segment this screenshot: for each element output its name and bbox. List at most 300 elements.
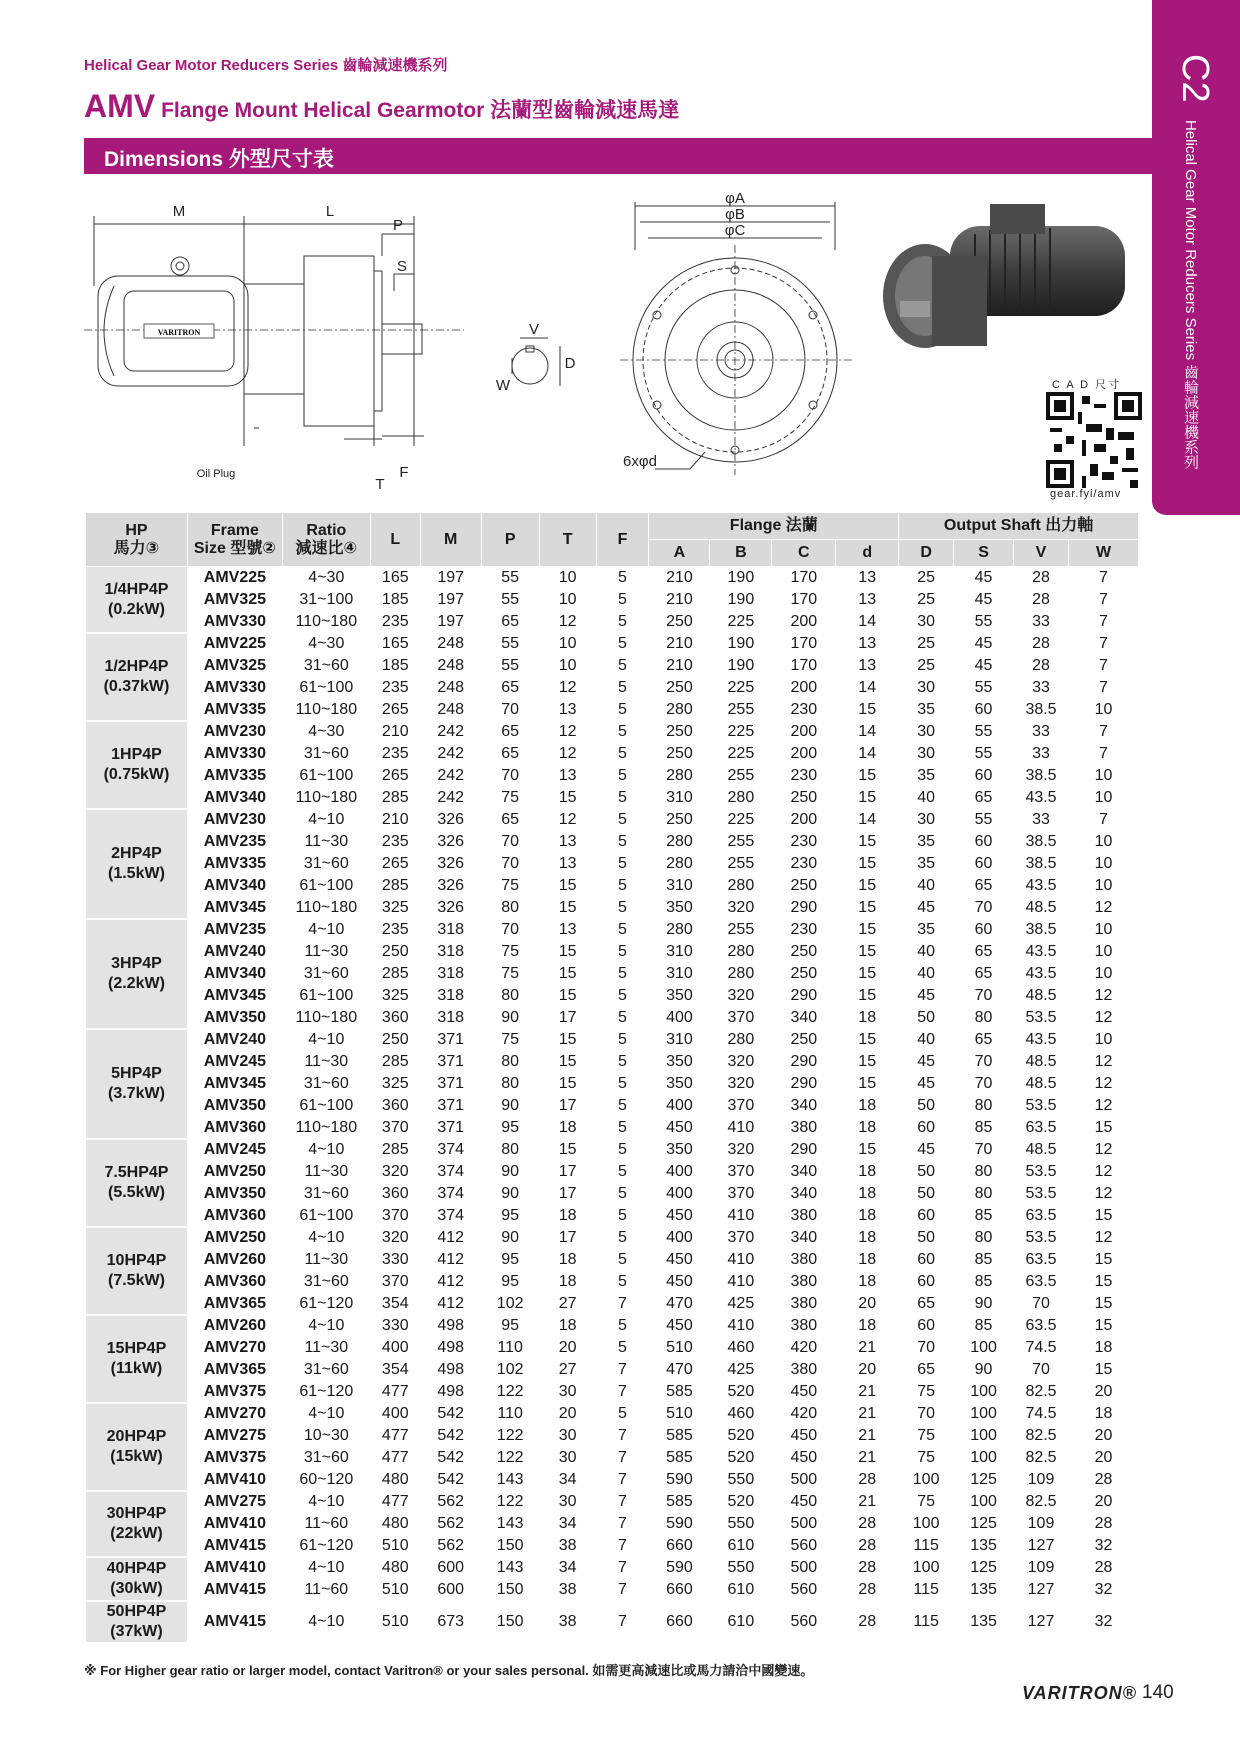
product-photo (880, 196, 1130, 366)
table-cell: 12 (1094, 1141, 1113, 1158)
table-cell: 31~60 (303, 1361, 349, 1378)
table-cell: 5 (618, 1053, 627, 1070)
frame-cell: AMV230 (203, 811, 267, 828)
col-d: d (836, 540, 899, 567)
table-cell: 15 (858, 855, 877, 872)
table-cell: 55 (974, 745, 993, 762)
oil-plug-label: Oil Plug (196, 468, 236, 480)
table-cell: 310 (666, 789, 693, 806)
table-cell: 197 (437, 591, 465, 608)
frame-cell: AMV340 (203, 877, 267, 894)
col-group-shaft: Output Shaft 出力軸 (899, 513, 1139, 540)
table-cell: 30 (917, 613, 936, 630)
table-cell: 470 (666, 1295, 693, 1312)
frame-cell: AMV225 (203, 635, 267, 652)
table-cell: 225 (727, 745, 755, 762)
table-cell: 210 (666, 569, 693, 586)
table-cell: 13 (558, 855, 577, 872)
table-cell: 135 (970, 1613, 997, 1630)
table-cell: 17 (558, 1097, 577, 1114)
table-cell: 30 (917, 811, 936, 828)
table-cell: 318 (437, 965, 465, 982)
table-cell: 70 (974, 1053, 993, 1070)
table-cell: 374 (437, 1207, 465, 1224)
table-cell: 520 (727, 1427, 755, 1444)
table-cell: 85 (974, 1273, 993, 1290)
hp-cell: 3HP4P (2.2kW) (86, 919, 188, 1029)
section-bar: Dimensions 外型尺寸表 (84, 138, 1152, 174)
table-cell: 340 (790, 1185, 818, 1202)
table-cell: 48.5 (1025, 1053, 1057, 1070)
table-cell: 60 (974, 701, 993, 718)
table-cell: 340 (790, 1097, 818, 1114)
table-cell: 4~10 (308, 1317, 345, 1334)
table-cell: 95 (501, 1119, 520, 1136)
table-cell: 210 (666, 657, 693, 674)
table-row (86, 677, 1139, 699)
table-cell: 380 (790, 1295, 818, 1312)
table-cell: 48.5 (1025, 1141, 1057, 1158)
table-cell: 280 (727, 965, 755, 982)
table-cell: 80 (501, 1075, 520, 1092)
table-cell: 4~10 (308, 921, 345, 938)
table-cell: 15 (558, 1031, 577, 1048)
table-cell: 45 (974, 569, 993, 586)
hp-cell: 50HP4P (37kW) (86, 1601, 188, 1643)
table-cell: 190 (727, 591, 755, 608)
table-row (86, 1491, 1139, 1513)
table-cell: 370 (381, 1119, 409, 1136)
frame-cell: AMV275 (203, 1493, 267, 1510)
table-cell: 109 (1027, 1515, 1055, 1532)
table-cell: 75 (917, 1427, 936, 1444)
table-cell: 10 (1094, 701, 1113, 718)
table-cell: 11~30 (304, 1339, 349, 1356)
table-cell: 30 (917, 679, 936, 696)
table-cell: 350 (666, 899, 693, 916)
table-cell: 17 (558, 1009, 577, 1026)
table-cell: 5 (618, 1163, 627, 1180)
table-cell: 7 (618, 1613, 627, 1630)
chapter-label: Helical Gear Motor Reducers Series 齒輪減速機系列 (1182, 120, 1199, 470)
table-header-row (86, 513, 1139, 540)
table-cell: 28 (858, 1581, 877, 1598)
frame-cell: AMV270 (203, 1405, 267, 1422)
table-cell: 10 (1094, 921, 1113, 938)
table-row (86, 1095, 1139, 1117)
table-cell: 498 (437, 1383, 465, 1400)
table-cell: 660 (666, 1537, 693, 1554)
table-cell: 55 (501, 635, 520, 652)
table-cell: 15 (858, 1075, 877, 1092)
table-cell: 25 (917, 591, 936, 608)
table-cell: 80 (974, 1009, 993, 1026)
table-cell: 550 (727, 1471, 755, 1488)
table-cell: 310 (666, 1031, 693, 1048)
table-row (86, 1513, 1139, 1535)
table-cell: 18 (558, 1119, 577, 1136)
table-cell: 110~180 (295, 1119, 358, 1136)
frame-cell: AMV225 (203, 569, 267, 586)
table-row (86, 1381, 1139, 1403)
table-cell: 28 (858, 1471, 877, 1488)
table-cell: 374 (437, 1185, 465, 1202)
frame-cell: AMV260 (203, 1251, 267, 1268)
table-cell: 400 (666, 1163, 693, 1180)
frame-cell: AMV365 (203, 1361, 267, 1378)
table-cell: 11~30 (304, 1053, 349, 1070)
table-cell: 500 (790, 1471, 818, 1488)
table-cell: 30 (917, 745, 936, 762)
table-cell: 70 (917, 1339, 936, 1356)
hp-cell: 1HP4P (0.75kW) (86, 721, 188, 809)
table-cell: 18 (558, 1273, 577, 1290)
table-cell: 74.5 (1025, 1339, 1057, 1356)
table-cell: 210 (666, 635, 693, 652)
table-cell: 38 (558, 1613, 577, 1630)
table-row (86, 787, 1139, 809)
table-cell: 82.5 (1025, 1493, 1057, 1510)
col-W: W (1068, 540, 1138, 567)
table-cell: 520 (727, 1449, 755, 1466)
table-cell: 15 (1094, 1207, 1113, 1224)
table-cell: 11~30 (304, 1251, 349, 1268)
dim-phiA-label: φA (725, 190, 745, 207)
table-cell: 498 (437, 1317, 465, 1334)
table-cell: 5 (618, 855, 627, 872)
table-cell: 65 (917, 1295, 936, 1312)
table-cell: 4~10 (308, 1141, 345, 1158)
table-cell: 65 (974, 965, 993, 982)
footnote: ※ For Higher gear ratio or larger model, contact Varitron® or your sales personal. 如需更高減速比或馬力請洽中國變速。 (84, 1663, 814, 1678)
table-cell: 460 (727, 1405, 755, 1422)
table-cell: 190 (727, 635, 755, 652)
table-cell: 18 (558, 1207, 577, 1224)
table-cell: 235 (381, 833, 409, 850)
table-cell: 200 (790, 811, 818, 828)
table-cell: 210 (381, 723, 409, 740)
table-cell: 235 (381, 613, 409, 630)
table-cell: 250 (790, 965, 818, 982)
title-text: Flange Mount Helical Gearmotor 法蘭型齒輪減速馬達 (161, 99, 680, 122)
table-cell: 35 (917, 855, 936, 872)
table-cell: 95 (501, 1207, 520, 1224)
frame-cell: AMV415 (203, 1613, 267, 1630)
table-cell: 7 (618, 1449, 627, 1466)
table-cell: 60 (974, 855, 993, 872)
table-cell: 320 (727, 1053, 755, 1070)
table-cell: 20 (858, 1295, 877, 1312)
table-cell: 12 (1094, 1163, 1113, 1180)
table-cell: 28 (858, 1613, 877, 1630)
table-cell: 5 (618, 1229, 627, 1246)
table-cell: 14 (858, 613, 877, 630)
table-cell: 371 (437, 1031, 465, 1048)
table-row (86, 1051, 1139, 1073)
table-cell: 290 (790, 987, 818, 1004)
side-view-drawing (84, 196, 474, 496)
table-cell: 280 (666, 701, 693, 718)
table-row (86, 1601, 1139, 1643)
table-cell: 15 (558, 1141, 577, 1158)
table-cell: 31~60 (303, 1273, 349, 1290)
table-cell: 17 (558, 1229, 577, 1246)
table-cell: 15 (558, 1053, 577, 1070)
table-cell: 400 (381, 1339, 409, 1356)
table-cell: 61~100 (299, 877, 354, 894)
table-cell: 4~30 (308, 723, 345, 740)
table-cell: 5 (618, 1251, 627, 1268)
table-cell: 115 (913, 1537, 939, 1554)
table-cell: 248 (437, 635, 465, 652)
table-row (86, 1337, 1139, 1359)
table-cell: 185 (381, 657, 409, 674)
qr-caption-top: C A D 尺寸 (1052, 379, 1122, 391)
table-cell: 135 (970, 1537, 997, 1554)
frame-cell: AMV330 (203, 613, 267, 630)
frame-cell: AMV235 (203, 921, 267, 938)
table-row (86, 1579, 1139, 1601)
table-cell: 20 (1094, 1449, 1113, 1466)
table-cell: 7 (618, 1515, 627, 1532)
table-cell: 34 (558, 1471, 577, 1488)
table-cell: 35 (917, 921, 936, 938)
table-cell: 5 (618, 1009, 627, 1026)
page-title (84, 88, 679, 125)
table-cell: 325 (381, 899, 409, 916)
frame-cell: AMV360 (203, 1273, 267, 1290)
table-row (86, 1447, 1139, 1469)
table-cell: 380 (790, 1207, 818, 1224)
table-cell: 15 (858, 789, 877, 806)
table-cell: 5 (618, 657, 627, 674)
table-cell: 80 (974, 1163, 993, 1180)
table-cell: 380 (790, 1251, 818, 1268)
table-cell: 90 (974, 1295, 993, 1312)
table-cell: 4~10 (308, 811, 345, 828)
table-body (86, 567, 1139, 1644)
table-cell: 585 (666, 1449, 693, 1466)
dim-D-label: D (564, 355, 576, 372)
table-cell: 45 (974, 591, 993, 608)
table-cell: 477 (381, 1427, 409, 1444)
table-cell: 290 (790, 899, 818, 916)
table-cell: 45 (917, 1075, 936, 1092)
table-row (86, 875, 1139, 897)
table-cell: 250 (790, 877, 818, 894)
table-cell: 255 (727, 701, 755, 718)
table-cell: 235 (381, 679, 409, 696)
frame-cell: AMV270 (203, 1339, 267, 1356)
table-cell: 250 (666, 745, 693, 762)
table-cell: 60 (974, 833, 993, 850)
table-cell: 70 (501, 833, 520, 850)
table-cell: 197 (437, 613, 465, 630)
table-cell: 15 (1094, 1295, 1113, 1312)
table-cell: 265 (381, 701, 409, 718)
table-cell: 65 (917, 1361, 936, 1378)
table-cell: 122 (496, 1493, 524, 1510)
table-cell: 110~180 (295, 789, 358, 806)
table-cell: 110~180 (295, 613, 358, 630)
table-cell: 18 (1094, 1339, 1113, 1356)
table-cell: 80 (974, 1097, 993, 1114)
hp-cell: 1/4HP4P (0.2kW) (86, 567, 188, 634)
table-cell: 230 (790, 833, 818, 850)
table-cell: 318 (437, 943, 465, 960)
table-cell: 100 (912, 1515, 940, 1532)
table-cell: 15 (858, 943, 877, 960)
table-cell: 420 (790, 1405, 818, 1422)
table-cell: 5 (618, 833, 627, 850)
table-cell: 14 (858, 679, 877, 696)
table-cell: 7 (618, 1383, 627, 1400)
table-cell: 7 (1099, 657, 1108, 674)
table-cell: 318 (437, 987, 465, 1004)
table-cell: 15 (558, 1075, 577, 1092)
table-cell: 35 (917, 701, 936, 718)
table-cell: 330 (381, 1251, 409, 1268)
col-C: C (772, 540, 836, 567)
table-cell: 12 (1094, 1229, 1113, 1246)
dim-phiB-label: φB (725, 206, 745, 223)
table-cell: 610 (727, 1581, 755, 1598)
table-cell: 480 (381, 1471, 409, 1488)
table-cell: 230 (790, 921, 818, 938)
table-cell: 7 (618, 1295, 627, 1312)
table-cell: 150 (496, 1581, 524, 1598)
table-cell: 318 (437, 921, 465, 938)
table-row (86, 1271, 1139, 1293)
table-cell: 12 (1094, 1053, 1113, 1070)
table-cell: 412 (437, 1251, 465, 1268)
table-cell: 200 (790, 613, 818, 630)
table-cell: 80 (974, 1185, 993, 1202)
dim-P-label: P (392, 217, 404, 234)
frame-cell: AMV335 (203, 701, 267, 718)
table-cell: 4~10 (308, 1493, 345, 1510)
table-cell: 70 (1032, 1295, 1050, 1312)
table-cell: 10 (1094, 877, 1113, 894)
table-cell: 115 (913, 1613, 939, 1630)
table-cell: 32 (1094, 1581, 1113, 1598)
frame-cell: AMV230 (203, 723, 267, 740)
table-cell: 250 (790, 1031, 818, 1048)
table-cell: 5 (618, 877, 627, 894)
table-cell: 18 (858, 1185, 877, 1202)
table-cell: 65 (974, 789, 993, 806)
table-cell: 13 (858, 569, 877, 586)
table-cell: 5 (618, 1339, 627, 1356)
table-cell: 470 (666, 1361, 693, 1378)
table-cell: 50 (917, 1229, 936, 1246)
table-row (86, 1205, 1139, 1227)
table-cell: 510 (666, 1339, 693, 1356)
table-cell: 510 (381, 1581, 409, 1598)
table-row (86, 1249, 1139, 1271)
table-cell: 14 (858, 723, 877, 740)
table-cell: 7 (1099, 745, 1108, 762)
table-cell: 18 (558, 1251, 577, 1268)
table-cell: 280 (727, 877, 755, 894)
table-cell: 285 (381, 1141, 409, 1158)
table-cell: 45 (917, 1141, 936, 1158)
table-cell: 13 (558, 921, 577, 938)
table-cell: 550 (727, 1559, 755, 1576)
table-cell: 25 (917, 635, 936, 652)
table-cell: 4~30 (308, 569, 345, 586)
table-cell: 12 (1094, 899, 1113, 916)
nameplate-label: VARITRON (157, 328, 201, 337)
table-cell: 225 (727, 723, 755, 740)
table-cell: 360 (381, 1185, 409, 1202)
table-cell: 7 (1099, 679, 1108, 696)
table-cell: 61~100 (299, 767, 354, 784)
table-cell: 255 (727, 833, 755, 850)
table-cell: 5 (618, 943, 627, 960)
table-cell: 32 (1094, 1537, 1113, 1554)
table-cell: 170 (790, 635, 818, 652)
page-number: 140 (1142, 1682, 1174, 1703)
table-cell: 13 (558, 701, 577, 718)
table-cell: 30 (558, 1449, 577, 1466)
table-cell: 125 (970, 1515, 997, 1532)
table-cell: 510 (666, 1405, 693, 1422)
table-cell: 5 (618, 1075, 627, 1092)
table-cell: 185 (381, 591, 409, 608)
table-cell: 53.5 (1025, 1185, 1057, 1202)
table-cell: 320 (727, 1075, 755, 1092)
table-cell: 7 (1099, 811, 1108, 828)
table-cell: 18 (858, 1251, 877, 1268)
table-cell: 33 (1032, 613, 1050, 630)
table-cell: 450 (790, 1493, 818, 1510)
frame-cell: AMV235 (203, 833, 267, 850)
table-row (86, 721, 1139, 743)
table-cell: 74.5 (1025, 1405, 1057, 1422)
table-cell: 562 (437, 1537, 465, 1554)
table-cell: 354 (381, 1295, 409, 1312)
table-cell: 27 (558, 1361, 577, 1378)
table-cell: 18 (858, 1097, 877, 1114)
table-cell: 371 (437, 1119, 465, 1136)
table-cell: 585 (666, 1383, 693, 1400)
table-cell: 480 (381, 1559, 409, 1576)
table-cell: 248 (437, 657, 465, 674)
dimension-table (85, 512, 1139, 1644)
table-cell: 250 (666, 723, 693, 740)
table-row (86, 699, 1139, 721)
table-cell: 5 (618, 789, 627, 806)
frame-cell: AMV330 (203, 679, 267, 696)
table-cell: 48.5 (1025, 987, 1057, 1004)
table-cell: 10 (558, 635, 577, 652)
table-cell: 477 (381, 1383, 409, 1400)
table-cell: 43.5 (1025, 943, 1057, 960)
table-cell: 10 (1094, 833, 1113, 850)
brand-logo: VARITRON® (1022, 1683, 1137, 1703)
table-cell: 10 (558, 591, 577, 608)
table-cell: 70 (974, 1075, 993, 1092)
table-cell: 43.5 (1025, 877, 1057, 894)
table-cell: 35 (917, 767, 936, 784)
table-cell: 25 (917, 657, 936, 674)
table-cell: 95 (501, 1273, 520, 1290)
table-cell: 65 (501, 745, 520, 762)
table-cell: 28 (1032, 569, 1050, 586)
table-cell: 15 (558, 877, 577, 894)
table-cell: 122 (496, 1427, 524, 1444)
